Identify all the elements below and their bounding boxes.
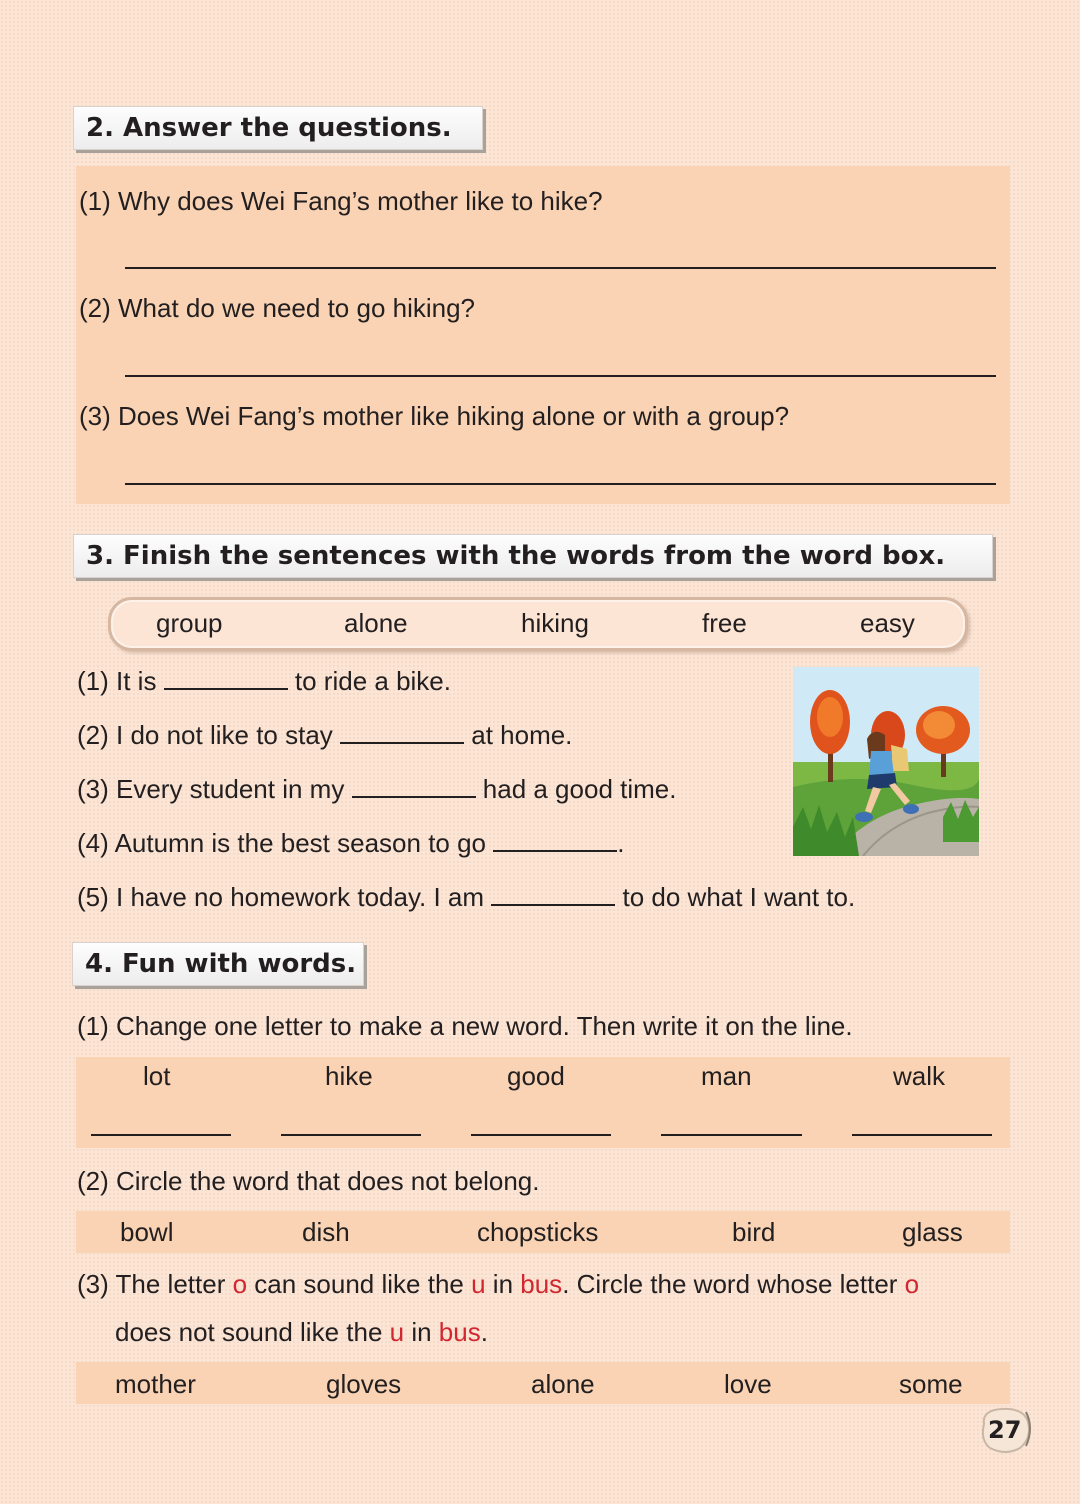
page-number-badge — [976, 1404, 1034, 1456]
new-word-line[interactable] — [281, 1134, 421, 1136]
instruction-1: (1) Change one letter to make a new word. Then write it on the line. — [77, 1011, 853, 1041]
question-1: (1) Why does Wei Fang’s mother like to hike? — [79, 186, 603, 216]
new-word-line[interactable] — [471, 1134, 611, 1136]
blank-2[interactable] — [340, 720, 464, 744]
new-word-line[interactable] — [91, 1134, 231, 1136]
sound-word-option[interactable]: mother — [115, 1369, 196, 1399]
word-box-word: group — [156, 608, 223, 638]
page-number: 27 — [988, 1416, 1022, 1444]
odd-word-option[interactable]: glass — [902, 1217, 963, 1247]
sound-word-option[interactable]: love — [724, 1369, 772, 1399]
blank-3[interactable] — [352, 774, 476, 798]
odd-word-option[interactable]: bird — [732, 1217, 776, 1247]
blank-1[interactable] — [164, 666, 288, 690]
sentence-2: (2) I do not like to stay at home. — [77, 720, 573, 750]
instruction-2: (2) Circle the word that does not belong. — [77, 1166, 540, 1196]
answer-line-2[interactable] — [125, 375, 996, 377]
question-2: (2) What do we need to go hiking? — [79, 293, 476, 323]
sound-word-option[interactable]: alone — [531, 1369, 595, 1399]
word-box-word: free — [702, 608, 747, 638]
change-word: walk — [893, 1061, 946, 1091]
sentence-4: (4) Autumn is the best season to go . — [77, 828, 625, 858]
sentence-5: (5) I have no homework today. I am to do what I want to. — [77, 882, 856, 912]
instruction-3-line-2: does not sound like the u in bus. — [115, 1317, 488, 1347]
word-box-word: hiking — [521, 608, 589, 638]
odd-word-option[interactable]: dish — [302, 1217, 350, 1247]
section-3-header: 3. Finish the sentences with the words from the word box. — [73, 534, 993, 578]
word-box-word: alone — [344, 608, 408, 638]
question-3: (3) Does Wei Fang’s mother like hiking alone or with a group? — [79, 401, 790, 431]
answer-line-3[interactable] — [125, 483, 996, 485]
change-word: hike — [325, 1061, 373, 1091]
odd-word-option[interactable]: chopsticks — [477, 1217, 599, 1247]
new-word-line[interactable] — [852, 1134, 992, 1136]
blank-4[interactable] — [493, 828, 617, 852]
odd-word-option[interactable]: bowl — [120, 1217, 174, 1247]
change-word: lot — [143, 1061, 171, 1091]
sound-word-option[interactable]: some — [899, 1369, 963, 1399]
sentence-1: (1) It is to ride a bike. — [77, 666, 451, 696]
section-2-header: 2. Answer the questions. — [73, 106, 483, 150]
answer-line-1[interactable] — [125, 267, 996, 269]
hiking-girl-illustration — [793, 667, 979, 856]
blank-5[interactable] — [491, 882, 615, 906]
sentence-3: (3) Every student in my had a good time. — [77, 774, 677, 804]
instruction-3-line-1: (3) The letter o can sound like the u in bus. Circle the word whose letter o — [77, 1269, 920, 1299]
word-box-word: easy — [860, 608, 915, 638]
new-word-line[interactable] — [661, 1134, 802, 1136]
section-4-header: 4. Fun with words. — [72, 942, 364, 986]
sound-word-option[interactable]: gloves — [326, 1369, 402, 1399]
change-word: good — [507, 1061, 565, 1091]
change-word: man — [701, 1061, 752, 1091]
